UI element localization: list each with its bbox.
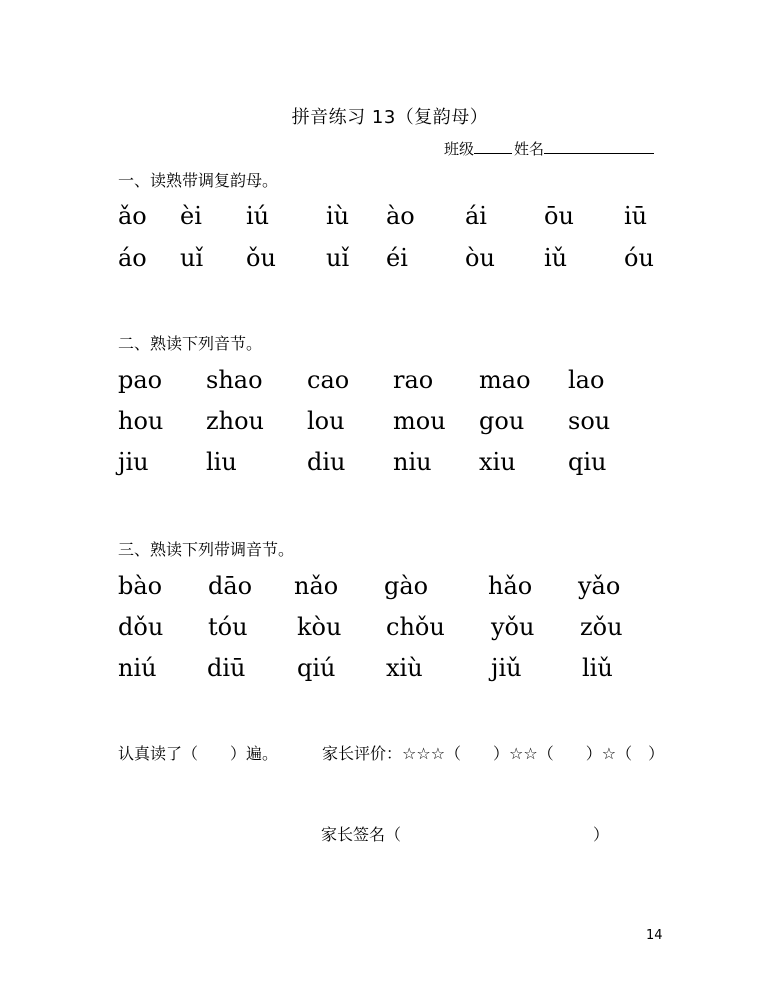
syllable: lou	[307, 407, 345, 435]
syllable: bào	[118, 572, 163, 600]
syllable: zhou	[206, 407, 265, 435]
syllable: xiù	[386, 654, 423, 682]
syllable: cao	[307, 366, 350, 394]
syllable: jiu	[118, 448, 149, 476]
syllable: òu	[465, 244, 495, 272]
syllable: áo	[118, 244, 147, 272]
syllable: liu	[206, 448, 237, 476]
syllable: gào	[384, 572, 429, 600]
syllable: hou	[118, 407, 164, 435]
read-times-line: 认真读了（ ）遍。	[118, 744, 279, 763]
syllable: uǐ	[326, 244, 350, 272]
syllable: mao	[479, 366, 531, 394]
section-2-row-2	[118, 407, 678, 447]
syllable: iú	[246, 202, 270, 230]
syllable: yǎo	[578, 572, 621, 600]
syllable: niú	[118, 654, 157, 682]
syllable: niu	[393, 448, 432, 476]
syllable: yǒu	[491, 613, 535, 641]
section-3-heading: 三、熟读下列带调音节。	[118, 540, 295, 559]
syllable: óu	[624, 244, 654, 272]
syllable: lao	[568, 366, 605, 394]
section-3-row-3	[118, 654, 678, 694]
syllable: tóu	[208, 613, 248, 641]
class-label: 班级	[444, 140, 475, 158]
section-1-row-2	[118, 244, 678, 284]
syllable: diu	[307, 448, 346, 476]
parent-signature-line: 家长签名（ ）	[321, 825, 610, 844]
syllable: ào	[386, 202, 415, 230]
syllable: gou	[479, 407, 525, 435]
page-number: 14	[646, 928, 663, 943]
syllable: dǒu	[118, 613, 164, 641]
syllable: zǒu	[580, 613, 623, 641]
syllable: qiu	[568, 448, 607, 476]
parent-evaluation-line: 家长评价：☆☆☆（ ）☆☆（ ）☆（ ）	[322, 744, 665, 763]
section-3-row-2	[118, 613, 678, 653]
syllable: ǒu	[246, 244, 276, 272]
class-name-line	[444, 138, 654, 159]
syllable: hǎo	[488, 572, 533, 600]
syllable: ǎo	[118, 202, 147, 230]
syllable: èi	[180, 202, 202, 230]
syllable: chǒu	[386, 613, 445, 641]
class-blank[interactable]	[474, 139, 512, 154]
syllable: liǔ	[582, 654, 613, 682]
syllable: iū	[624, 202, 648, 230]
page-title: 拼音练习 13（复韵母）	[291, 107, 489, 128]
syllable: dāo	[208, 572, 253, 600]
name-label: 姓名	[514, 140, 545, 158]
section-2-row-1	[118, 366, 678, 406]
syllable: kòu	[297, 613, 342, 641]
syllable: mou	[393, 407, 446, 435]
syllable: diū	[207, 654, 246, 682]
syllable: iù	[326, 202, 350, 230]
syllable: rao	[393, 366, 434, 394]
syllable: jiǔ	[491, 654, 522, 682]
name-blank[interactable]	[544, 139, 654, 154]
section-1-heading: 一、读熟带调复韵母。	[118, 171, 279, 190]
syllable: ái	[465, 202, 487, 230]
syllable: iǔ	[544, 244, 568, 272]
syllable: ōu	[544, 202, 574, 230]
syllable: nǎo	[294, 572, 339, 600]
syllable: uǐ	[180, 244, 204, 272]
syllable: qiú	[297, 654, 336, 682]
syllable: pao	[118, 366, 163, 394]
syllable: shao	[206, 366, 263, 394]
section-2-heading: 二、熟读下列音节。	[118, 334, 263, 353]
section-1-row-1	[118, 202, 678, 242]
section-2-row-3	[118, 448, 678, 488]
syllable: xiu	[479, 448, 516, 476]
syllable: éi	[386, 244, 408, 272]
syllable: sou	[568, 407, 611, 435]
section-3-row-1	[118, 572, 678, 612]
